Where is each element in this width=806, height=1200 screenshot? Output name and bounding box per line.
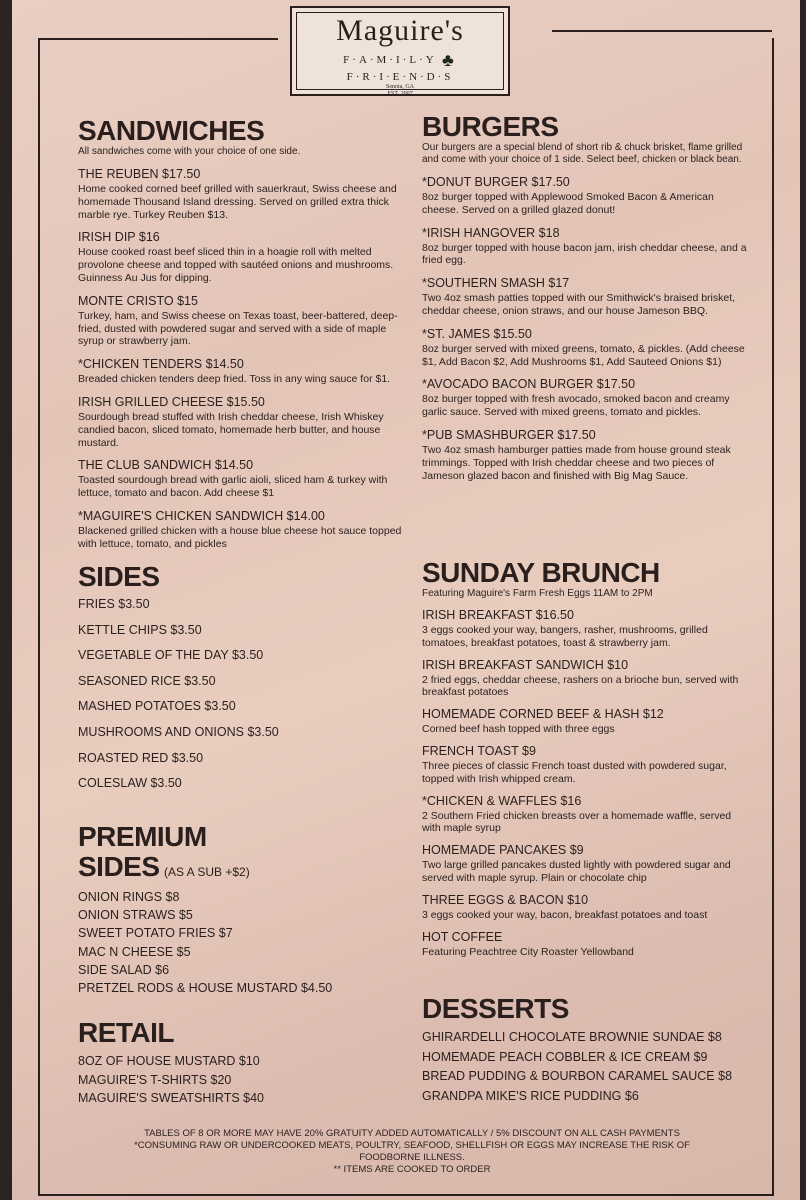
menu-item-name: *AVOCADO BACON BURGER $17.50 [422, 377, 636, 392]
menu-list-item: MASHED POTATOES $3.50 [78, 699, 236, 714]
brunch-title: SUNDAY BRUNCH [422, 557, 660, 588]
brunch-section [422, 558, 752, 958]
sandwiches-section [78, 116, 408, 551]
menu-item-name: THE CLUB SANDWICH $14.50 [78, 458, 254, 473]
menu-item-description: Blackened grilled chicken with a house blue cheese hot sauce topped with lettuce, tomato, and pickles [78, 524, 402, 550]
burgers-note: Our burgers are a special blend of short rib & chuck brisket, flame grilled and come with your choice of 1 side. Select beef, chicken or black bean. [422, 142, 743, 165]
menu-item-description: Sourdough bread stuffed with Irish cheddar cheese, Irish Whiskey candied bacon, sliced tomato, homemade herb butter, and house mustard. [78, 410, 384, 449]
menu-list-item: ONION STRAWS $5 [78, 908, 193, 923]
footer-notes [92, 1128, 732, 1176]
sides-list [78, 592, 408, 797]
logo-sub-left: F·A·M·I·L·Y [343, 54, 437, 67]
menu-item-name: *CHICKEN & WAFFLES $16 [422, 793, 582, 808]
footer-line-2: *CONSUMING RAW OR UNDERCOOKED MEATS, POULTRY, SEAFOOD, SHELLFISH OR EGGS MAY INCREASE THE RISK OF [134, 1140, 690, 1151]
premium-sub-note: (AS A SUB +$2) [163, 865, 250, 879]
menu-item-description: Turkey, ham, and Swiss cheese on Texas toast, beer-battered, deep-fried, dusted with powdered sugar and served with a side of maple syrup or strawberry jam. [78, 309, 398, 348]
menu-item-description: Three pieces of classic French toast dusted with powdered sugar, topped with Irish whipped cream. [422, 759, 727, 785]
menu-item [422, 843, 752, 885]
menu-item-description: Two 4oz smash hamburger patties made from house ground steak trimmings. Topped with Irish cheddar cheese and two pieces of Jameson glazed bacon and finished with Big Mag Sauce. [422, 443, 731, 482]
menu-item [78, 357, 408, 386]
menu-item-name: *SOUTHERN SMASH $17 [422, 276, 570, 291]
menu-item-name: *MAGUIRE'S CHICKEN SANDWICH $14.00 [78, 508, 325, 523]
menu-item-name: THE REUBEN $17.50 [78, 167, 201, 181]
menu-item-description: Two large grilled pancakes dusted lightly with powdered sugar and served with maple syrup. Plain or chocolate chip [422, 859, 731, 884]
logo-name: Maguire's [336, 14, 464, 47]
menu-item-description: 2 fried eggs, cheddar cheese, rashers on a brioche bun, served with breakfast potatoes [422, 673, 739, 699]
menu-item-description: Two 4oz smash patties topped with our Smithwick's braised brisket, cheddar cheese, onion straws, and our house Jameson BBQ. [422, 292, 736, 317]
burgers-title: BURGERS [422, 111, 559, 142]
menu-list-item: SIDE SALAD $6 [78, 962, 170, 977]
menu-item [422, 658, 752, 700]
menu-item-name: *DONUT BURGER $17.50 [422, 175, 570, 189]
premium-title-sides: SIDES [78, 851, 160, 882]
menu-item-description: 8oz burger topped with house bacon jam, irish cheddar cheese, and a fried egg. [422, 241, 747, 267]
menu-list-item: SWEET POTATO FRIES $7 [78, 926, 233, 941]
menu-item [422, 327, 752, 369]
menu-item-name: IRISH BREAKFAST SANDWICH $10 [422, 657, 629, 672]
retail-list [78, 1052, 408, 1108]
menu-list-item: MAGUIRE'S T-SHIRTS $20 [78, 1072, 232, 1087]
menu-item [422, 276, 752, 318]
menu-item [422, 377, 752, 419]
menu-item-name: IRISH BREAKFAST $16.50 [422, 608, 574, 622]
desserts-title: DESSERTS [422, 993, 569, 1024]
menu-item-name: *ST. JAMES $15.50 [422, 326, 532, 341]
menu-list-item: GRANDPA MIKE'S RICE PUDDING $6 [422, 1088, 639, 1103]
menu-item [422, 930, 752, 959]
premium-sides-section [78, 822, 408, 997]
menu-list-item: ONION RINGS $8 [78, 890, 180, 904]
premium-title-line2 [78, 852, 408, 882]
menu-item [78, 167, 408, 221]
menu-item-description: 3 eggs cooked your way, bangers, rasher, mushrooms, grilled tomatoes, breakfast potatoes, toast & strawberry jam. [422, 624, 708, 649]
menu-item-description: 8oz burger topped with Applewood Smoked Bacon & American cheese. Served on a grilled glazed donut! [422, 191, 714, 216]
sides-section [78, 562, 408, 797]
menu-item-name: IRISH DIP $16 [78, 230, 160, 245]
menu-list-item: GHIRARDELLI CHOCOLATE BROWNIE SUNDAE $8 [422, 1030, 722, 1044]
menu-page [12, 0, 800, 1200]
menu-list-item: HOMEMADE PEACH COBBLER & ICE CREAM $9 [422, 1049, 708, 1064]
retail-section [78, 1018, 408, 1108]
menu-item-name: FRENCH TOAST $9 [422, 743, 536, 758]
sandwich-list [78, 167, 408, 551]
menu-item-description: 8oz burger served with mixed greens, tomato, & pickles. (Add cheese $1, Add Bacon $2, Add Mushrooms $1, Add Sauteed Onions $1) [422, 342, 745, 368]
menu-list-item: BREAD PUDDING & BOURBON CARAMEL SAUCE $8 [422, 1069, 733, 1083]
menu-item-description: House cooked roast beef sliced thin in a hoagie roll with melted provolone cheese and topped with sautéed onions and mushrooms. Guinness Au Jus for dipping. [78, 246, 394, 284]
menu-item-description: Breaded chicken tenders deep fried. Toss in any wing sauce for $1. [78, 373, 391, 386]
menu-list-item: VEGETABLE OF THE DAY $3.50 [78, 648, 264, 663]
logo-inner-border [296, 12, 504, 90]
menu-list-item: ROASTED RED $3.50 [78, 750, 204, 765]
menu-item [422, 175, 752, 217]
logo-sub-right: F·R·I·E·N·D·S [346, 71, 454, 83]
menu-item [78, 230, 408, 284]
menu-list-item: MAC N CHEESE $5 [78, 944, 191, 959]
menu-list-item: COLESLAW $3.50 [78, 776, 182, 791]
menu-item-name: IRISH GRILLED CHEESE $15.50 [78, 394, 265, 409]
menu-list-item: SEASONED RICE $3.50 [78, 673, 216, 688]
menu-item [422, 707, 752, 736]
menu-item [422, 428, 752, 482]
menu-list-item: PRETZEL RODS & HOUSE MUSTARD $4.50 [78, 981, 333, 996]
menu-list-item: MAGUIRE'S SWEATSHIRTS $40 [78, 1091, 264, 1105]
menu-item-description: 2 Southern Fried chicken breasts over a homemade waffle, served with maple syrup [422, 809, 732, 835]
burger-list [422, 175, 752, 482]
frame-top-right [552, 30, 772, 32]
menu-item-name: HOMEMADE PANCAKES $9 [422, 843, 584, 858]
menu-list-item: MUSHROOMS AND ONIONS $3.50 [78, 724, 279, 739]
menu-item [422, 744, 752, 786]
menu-item-name: HOMEMADE CORNED BEEF & HASH $12 [422, 707, 664, 722]
desserts-section [422, 994, 752, 1106]
sandwiches-title: SANDWICHES [78, 115, 265, 146]
footer-line-4: ** ITEMS ARE COOKED TO ORDER [333, 1164, 491, 1175]
burgers-section [422, 112, 752, 482]
menu-item-name: *IRISH HANGOVER $18 [422, 225, 560, 240]
menu-item-description: Corned beef hash topped with three eggs [422, 723, 615, 736]
premium-list [78, 888, 408, 997]
menu-item-description: 8oz burger topped with fresh avocado, smoked bacon and creamy garlic sauce. Served with mixed greens, tomato and pickles. [422, 393, 730, 419]
menu-item-description: 3 eggs cooked your way, bacon, breakfast potatoes and toast [422, 908, 708, 921]
menu-item [422, 893, 752, 922]
menu-item-name: THREE EGGS & BACON $10 [422, 892, 589, 907]
menu-item [78, 509, 408, 551]
footer-line-1: TABLES OF 8 OR MORE MAY HAVE 20% GRATUITY ADDED AUTOMATICALLY / 5% DISCOUNT ON ALL CASH PAYMENTS [144, 1128, 680, 1139]
sides-title: SIDES [78, 561, 160, 592]
dessert-list [422, 1028, 752, 1106]
menu-item-name: *CHICKEN TENDERS $14.50 [78, 357, 244, 372]
menu-item [422, 226, 752, 268]
logo-location: Senoia, GA [386, 84, 414, 90]
brunch-note: Featuring Maguire's Farm Fresh Eggs 11AM to 2PM [422, 588, 653, 599]
menu-item-name: *PUB SMASHBURGER $17.50 [422, 427, 596, 442]
shamrock-icon: ♣ [442, 50, 457, 70]
sandwiches-note: All sandwiches come with your choice of one side. [78, 146, 301, 157]
menu-item [422, 608, 752, 650]
brunch-list [422, 608, 752, 958]
retail-title: RETAIL [78, 1017, 175, 1048]
menu-item-name: MONTE CRISTO $15 [78, 293, 198, 308]
premium-title: PREMIUM [78, 821, 207, 852]
menu-item-description: Featuring Peachtree City Roaster Yellowband [422, 945, 634, 958]
menu-list-item: 8OZ OF HOUSE MUSTARD $10 [78, 1054, 260, 1068]
menu-item-description: Toasted sourdough bread with garlic aioli, sliced ham & turkey with lettuce, tomato and bacon. Add cheese $1 [78, 474, 388, 500]
menu-item [78, 395, 408, 449]
menu-item-name: HOT COFFEE [422, 929, 503, 944]
menu-item [78, 294, 408, 348]
menu-item [78, 458, 408, 500]
logo-est: EST. 2007 [387, 91, 413, 97]
menu-list-item: FRIES $3.50 [78, 597, 150, 611]
menu-item-description: Home cooked corned beef grilled with sauerkraut, Swiss cheese and homemade Thousand Island dressing. Served on grilled extra thick marble rye. Turkey Reuben $13. [78, 183, 397, 221]
menu-item [422, 794, 752, 836]
frame-top-left [38, 38, 278, 40]
logo [290, 6, 510, 96]
footer-line-3: FOODBORNE ILLNESS. [359, 1152, 465, 1163]
menu-list-item: KETTLE CHIPS $3.50 [78, 622, 202, 637]
